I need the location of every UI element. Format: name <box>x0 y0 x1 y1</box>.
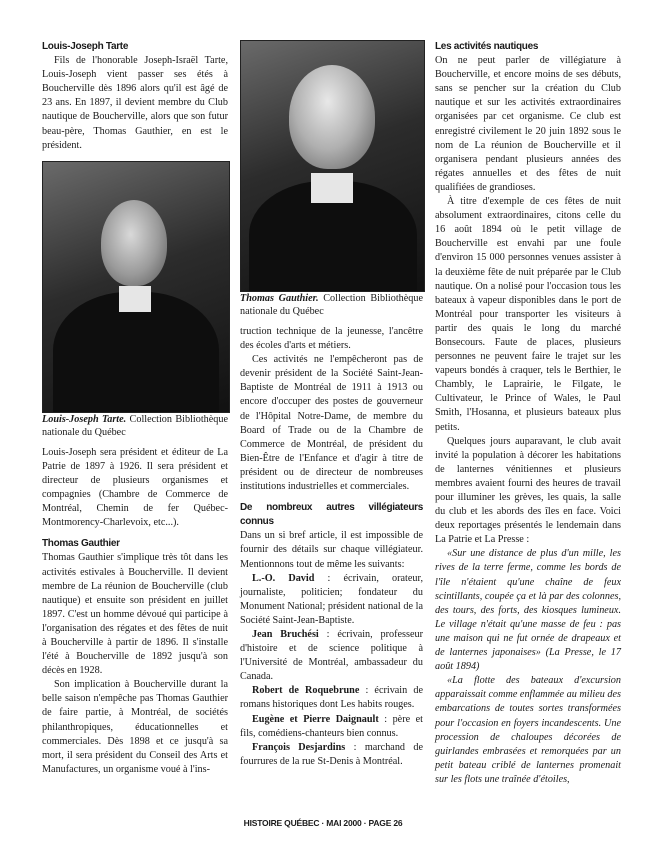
person-entry <box>240 713 423 741</box>
person-entry <box>240 572 423 628</box>
tarte-caption-source: Collection Bibliothèque nationale du Québec <box>42 413 228 438</box>
villegiateurs-intro-paragraph: Dans un si bref article, il est impossible de fournir des détails sur chaque villégiateur. Mentionnons tout de même les suivants: <box>240 530 423 570</box>
person-name: Jean Bruchési <box>252 628 319 640</box>
photo-thomas-gauthier <box>240 40 425 292</box>
person-description: : écrivain de romans historiques dont Les habits rouges. <box>240 685 423 711</box>
person-description: : marchand de fourrures de la rue St-Denis à Montréal. <box>240 741 423 767</box>
column-1 <box>42 40 228 777</box>
tarte-photo-caption <box>42 413 228 439</box>
quote-la-patrie: «La flotte des bateaux d'excursion apparaissait comme enflammée au milieu des embarcations de toutes sortes transformées pour l'occasion en foyers incandescents. Une procession de chaloupes décorées de guirlandes embrasées et remorquées par un petit bateau criblé de lanternes promenait sur les flots une traînée d'étoiles, <box>435 675 621 785</box>
gauthier-caption-source: Collection Bibliothèque nationale du Québec <box>240 293 423 317</box>
gauthier-implication-paragraph: Son implication à Boucherville durant la belle saison n'empêche pas Thomas Gauthier de faire partie, à Montréal, de sociétés philanthropiques, éducationnelles et commerciales. Dès 1898 et ce jusqu'à sa mort, il sera président du Conseil des Arts et Manufactures, un organisme voué à l'ins- <box>42 679 228 775</box>
heading-activites-nautiques: Les activités nautiques <box>435 41 539 52</box>
gauthier-caption-name: Thomas Gauthier. <box>240 293 319 304</box>
club-nautique-paragraph: On ne peut parler de villégiature à Boucherville, et encore moins de ses débuts, sans se pencher sur la création du Club nautique et sur les activités extraordinaires organisées par cet organisme. Ce club est enregistré civilement le 20 juin 1892 sous le nom de La réunion de Boucherville et il organisera pendant plusieurs années des régates annuelles et des fêtes de nuit qualifiées de grandioses. <box>435 55 621 193</box>
heading-louis-joseph-tarte: Louis-Joseph Tarte <box>42 41 129 52</box>
person-entry <box>240 684 423 712</box>
heading-thomas-gauthier: Thomas Gauthier <box>42 538 120 550</box>
person-description: : écrivain, professeur d'histoire et de science politique à l'Université de Montréal, ambassadeur du Canada. <box>240 628 423 683</box>
tarte-caption-name: Louis-Joseph Tarte. <box>42 413 127 425</box>
person-description: : père et fils, comédiens-chanteurs bien connus. <box>240 713 423 739</box>
preparations-paragraph: Quelques jours auparavant, le club avait invité la population à décorer les habitations de lanternes vénitiennes et plusieurs membres avaient fourni des heures de travail pour illuminer les grèves, les quais, la salle du club et les abords des îles en face. Voici deux reportages présentés le lendemain dans La Patrie et La Presse : <box>435 435 621 546</box>
column-2 <box>240 40 423 769</box>
tarte-career-paragraph: Louis-Joseph sera président et éditeur de La Patrie de 1897 à 1926. Il sera président et directeur de plusieurs organismes et compagnies (Chambre de Commerce de Montréal, Chemin de fer Québec-Montmorency-Charlevoix, etc...). <box>42 446 228 529</box>
person-description: : écrivain, orateur, journaliste, politicien; fondateur du Monument National; président national de la Société Saint-Jean-Baptiste. <box>240 572 424 626</box>
person-entry <box>240 628 423 684</box>
person-name: Eugène et Pierre Daignault <box>252 713 379 725</box>
tarte-intro-paragraph: Fils de l'honorable Joseph-Israël Tarte, Louis-Joseph vient passer ses étés à Boucherville dès 1896 alors qu'il est âgé de 23 ans. En 1897, il devient membre du Club nautique de Boucherville, alors que son futur beau-père, Thomas Gauthier, en est le président. <box>42 55 228 151</box>
person-name: L.-O. David <box>252 572 315 584</box>
page-footer: HISTOIRE QUÉBEC · MAI 2000 · PAGE 26 <box>243 818 403 828</box>
photo-louis-joseph-tarte <box>42 161 230 413</box>
person-entry <box>240 741 423 769</box>
gauthier-continued-paragraph: truction technique de la jeunesse, l'ancêtre des écoles d'arts et métiers. <box>240 326 423 352</box>
person-name: François Desjardins <box>252 741 346 753</box>
quote-la-presse: «Sur une distance de plus d'un mille, les rives de la terre ferme, comme les bords de l'île n'étaient qu'une chaîne de feux scintillants, coupée ça et là par des colonnes, des tours, des forts, des kiosques lumineux. Le village n'était qu'une masse de feu : pas une maison qui ne fut ornée de drapeaux et de lanternes japonaises» (La Presse, le 17 août 1894) <box>435 548 621 673</box>
gauthier-positions-paragraph: Ces activités ne l'empêcheront pas de devenir président de la Société Saint-Jean-Baptiste de Montréal de 1911 à 1913 ou encore d'occuper des postes de gouverneur de l'Hôpital Notre-Dame, de membre du Board of Trade ou de la Chambre de Commerce de Montréal, de président du Bien-Être de l'Enfance et d'agir à titre de président ou de directeur de nombreuses institutions industrielles et commerciales. <box>240 354 423 493</box>
gauthier-photo-caption <box>240 292 423 318</box>
gauthier-intro-paragraph: Thomas Gauthier s'implique très tôt dans les activités estivales à Boucherville. Il devient membre de La réunion de Boucherville (club nautique) et ensuite son président en juillet 1897. C'est un homme dévoué qui participe à l'organisation des régates et des fêtes de nuit à Boucherville à partir de 1896. Il s'installe l'été à Boucherville de 1892 jusqu'à son décès en 1928. <box>42 552 228 677</box>
fete-de-nuit-paragraph: À titre d'exemple de ces fêtes de nuit absolument extraordinaires, citons celle du 16 août 1894 où le petit village de Boucherville est envahi par une foule d'environ 15 000 personnes venues assister à la deuxième fête de nuit préparée par le Club nautique. On a nolisé pour l'occasion tous les bateaux à vapeur disponibles dans le port de Montréal pour transporter les visiteurs à partir des quais le long du marché Bonsecours. Faute de places, plusieurs personnes ne peuvent faire le trajet sur les vapeurs bondés à craquer, tels le Berthier, le Chambly, le Laprairie, le Filgate, le Cultivateur, le Prince of Wales, le Paul Smith, l'Hosanna, et plusieurs bateaux plus petits. <box>435 196 621 433</box>
heading-autres-villegiateurs: De nombreux autres villégiateurs connus <box>240 502 423 528</box>
person-name: Robert de Roquebrune <box>252 685 360 697</box>
column-3 <box>435 40 621 787</box>
